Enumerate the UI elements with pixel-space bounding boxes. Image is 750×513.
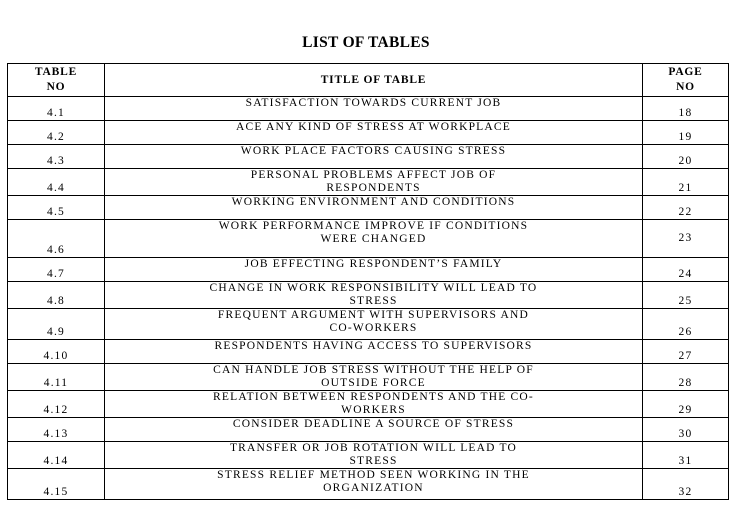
table-row [8, 364, 729, 391]
table-number: 4.10 [8, 340, 105, 364]
list-of-tables [7, 63, 729, 500]
table-row [8, 309, 729, 340]
table-row [8, 469, 729, 500]
page-number: 26 [643, 309, 729, 340]
table-title-line: STRESS [349, 295, 398, 307]
table-number: 4.4 [8, 169, 105, 196]
table-row [8, 282, 729, 309]
table-row [8, 97, 729, 121]
page-number: 24 [643, 258, 729, 282]
table-number: 4.14 [8, 442, 105, 469]
table-title: RESPONDENTS HAVING ACCESS TO SUPERVISORS [105, 340, 643, 364]
table-row [8, 442, 729, 469]
table-title-line: RESPONDENTS [326, 182, 421, 194]
table-title-line: STRESS RELIEF METHOD SEEN WORKING IN THE [217, 469, 530, 481]
table-title [105, 169, 643, 196]
table-title: WORK PLACE FACTORS CAUSING STRESS [105, 145, 643, 169]
table-title [105, 442, 643, 469]
page-number: 23 [643, 220, 729, 258]
page-number: 20 [643, 145, 729, 169]
table-title-line: WERE CHANGED [320, 233, 427, 245]
column-header-page-no: PAGE NO [643, 64, 729, 97]
table-title: WORKING ENVIRONMENT AND CONDITIONS [105, 196, 643, 220]
table-row [8, 145, 729, 169]
table-title-line: CAN HANDLE JOB STRESS WITHOUT THE HELP OF [213, 364, 534, 376]
table-number: 4.12 [8, 391, 105, 418]
table-title [105, 309, 643, 340]
page-number: 18 [643, 97, 729, 121]
page-number: 19 [643, 121, 729, 145]
table-number: 4.11 [8, 364, 105, 391]
table-title [105, 364, 643, 391]
table-row [8, 258, 729, 282]
column-header-table-no: TABLE NO [8, 64, 105, 97]
page-number: 31 [643, 442, 729, 469]
table-row [8, 196, 729, 220]
table-number: 4.3 [8, 145, 105, 169]
table-title-line: FREQUENT ARGUMENT WITH SUPERVISORS AND [217, 309, 530, 321]
table-row [8, 121, 729, 145]
page-number: 28 [643, 364, 729, 391]
column-header-title: TITLE OF TABLE [105, 64, 643, 97]
page-number: 29 [643, 391, 729, 418]
table-title-line: RELATION BETWEEN RESPONDENTS AND THE CO- [213, 391, 534, 403]
table-number: 4.6 [8, 220, 105, 258]
page-number: 27 [643, 340, 729, 364]
table-title-line: PERSONAL PROBLEMS AFFECT JOB OF [250, 169, 497, 181]
table-title: JOB EFFECTING RESPONDENT’S FAMILY [105, 258, 643, 282]
table-row [8, 220, 729, 258]
table-title-line: ORGANIZATION [323, 482, 424, 494]
table-number: 4.1 [8, 97, 105, 121]
table-title-line: WORKERS [341, 404, 406, 416]
table-title [105, 282, 643, 309]
page-number: 21 [643, 169, 729, 196]
page-number: 22 [643, 196, 729, 220]
table-title-line: CHANGE IN WORK RESPONSIBILITY WILL LEAD TO [209, 282, 538, 294]
table-row [8, 418, 729, 442]
table-number: 4.9 [8, 309, 105, 340]
table-title: ACE ANY KIND OF STRESS AT WORKPLACE [105, 121, 643, 145]
table-title-line: CO-WORKERS [329, 322, 418, 334]
table-title-line: WORK PERFORMANCE IMPROVE IF CONDITIONS [218, 220, 529, 232]
table-title: CONSIDER DEADLINE A SOURCE OF STRESS [105, 418, 643, 442]
table-number: 4.13 [8, 418, 105, 442]
page-number: 32 [643, 469, 729, 500]
table-title: SATISFACTION TOWARDS CURRENT JOB [105, 97, 643, 121]
page-title: LIST OF TABLES [302, 34, 430, 51]
page-number: 25 [643, 282, 729, 309]
table-number: 4.2 [8, 121, 105, 145]
page-number: 30 [643, 418, 729, 442]
table-header-row [8, 64, 729, 97]
table-title [105, 391, 643, 418]
table-row [8, 340, 729, 364]
table-number: 4.15 [8, 469, 105, 500]
table-row [8, 169, 729, 196]
table-title-line: OUTSIDE FORCE [321, 377, 426, 389]
table-number: 4.8 [8, 282, 105, 309]
table-title-line: TRANSFER OR JOB ROTATION WILL LEAD TO [229, 442, 518, 454]
table-number: 4.5 [8, 196, 105, 220]
table-number: 4.7 [8, 258, 105, 282]
table-title [105, 220, 643, 258]
table-row [8, 391, 729, 418]
table-title-line: STRESS [349, 455, 398, 467]
table-title [105, 469, 643, 500]
